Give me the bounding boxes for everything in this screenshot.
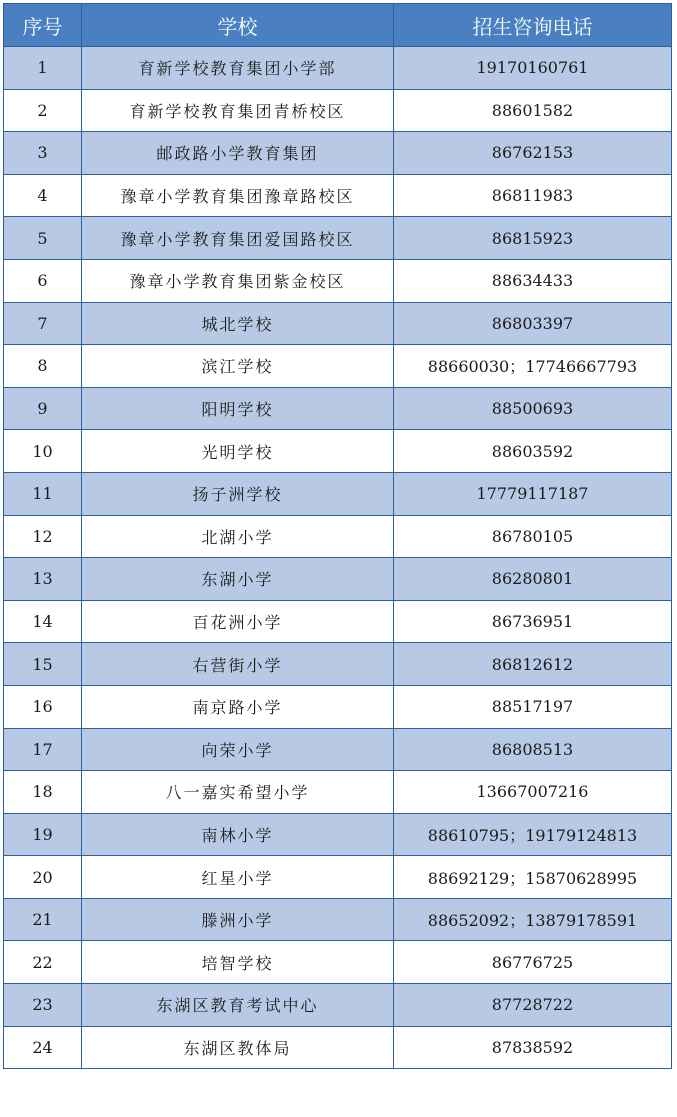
row-school: 豫章小学教育集团紫金校区 [82, 259, 394, 302]
row-index: 16 [4, 685, 82, 728]
row-index: 2 [4, 89, 82, 132]
row-phone: 88660030；17746667793 [394, 345, 672, 388]
row-school: 右营街小学 [82, 643, 394, 686]
row-index: 17 [4, 728, 82, 771]
table-body [4, 47, 672, 1069]
table-row [4, 430, 672, 473]
header-phone: 招生咨询电话 [394, 4, 672, 47]
row-index: 11 [4, 472, 82, 515]
header-index: 序号 [4, 4, 82, 47]
table-row [4, 302, 672, 345]
row-school: 邮政路小学教育集团 [82, 132, 394, 175]
row-school: 滕洲小学 [82, 898, 394, 941]
row-index: 5 [4, 217, 82, 260]
table-row [4, 1026, 672, 1069]
row-phone: 13667007216 [394, 771, 672, 814]
table-row [4, 387, 672, 430]
row-index: 15 [4, 643, 82, 686]
header-row [4, 4, 672, 47]
row-index: 13 [4, 558, 82, 601]
row-school: 东湖小学 [82, 558, 394, 601]
table-row [4, 984, 672, 1027]
row-phone: 88603592 [394, 430, 672, 473]
row-phone: 86780105 [394, 515, 672, 558]
table-row [4, 771, 672, 814]
row-index: 19 [4, 813, 82, 856]
table-row [4, 558, 672, 601]
table-row [4, 89, 672, 132]
row-school: 南京路小学 [82, 685, 394, 728]
row-phone: 86815923 [394, 217, 672, 260]
row-index: 4 [4, 174, 82, 217]
row-school: 阳明学校 [82, 387, 394, 430]
row-index: 18 [4, 771, 82, 814]
row-school: 滨江学校 [82, 345, 394, 388]
row-index: 22 [4, 941, 82, 984]
row-school: 育新学校教育集团小学部 [82, 47, 394, 90]
row-phone: 17779117187 [394, 472, 672, 515]
row-school: 南林小学 [82, 813, 394, 856]
row-school: 东湖区教育考试中心 [82, 984, 394, 1027]
row-index: 10 [4, 430, 82, 473]
table-row [4, 813, 672, 856]
row-phone: 88634433 [394, 259, 672, 302]
row-school: 豫章小学教育集团爱国路校区 [82, 217, 394, 260]
row-index: 23 [4, 984, 82, 1027]
table-row [4, 217, 672, 260]
row-phone: 86776725 [394, 941, 672, 984]
table-row [4, 898, 672, 941]
table-row [4, 600, 672, 643]
row-index: 14 [4, 600, 82, 643]
row-school: 东湖区教体局 [82, 1026, 394, 1069]
row-phone: 86803397 [394, 302, 672, 345]
row-school: 北湖小学 [82, 515, 394, 558]
row-index: 24 [4, 1026, 82, 1069]
row-phone: 88692129；15870628995 [394, 856, 672, 899]
row-phone: 88500693 [394, 387, 672, 430]
table-row [4, 472, 672, 515]
row-index: 1 [4, 47, 82, 90]
row-school: 百花洲小学 [82, 600, 394, 643]
table-row [4, 132, 672, 175]
row-phone: 87838592 [394, 1026, 672, 1069]
row-index: 9 [4, 387, 82, 430]
row-school: 扬子洲学校 [82, 472, 394, 515]
row-index: 12 [4, 515, 82, 558]
table-row [4, 174, 672, 217]
row-index: 21 [4, 898, 82, 941]
table-row [4, 515, 672, 558]
row-index: 6 [4, 259, 82, 302]
row-school: 八一嘉实希望小学 [82, 771, 394, 814]
row-phone: 86812612 [394, 643, 672, 686]
row-index: 7 [4, 302, 82, 345]
row-index: 8 [4, 345, 82, 388]
row-index: 3 [4, 132, 82, 175]
row-school: 光明学校 [82, 430, 394, 473]
row-phone: 86280801 [394, 558, 672, 601]
row-phone: 86762153 [394, 132, 672, 175]
row-phone: 86811983 [394, 174, 672, 217]
row-phone: 19170160761 [394, 47, 672, 90]
table-row [4, 685, 672, 728]
row-phone: 88652092；13879178591 [394, 898, 672, 941]
table-row [4, 856, 672, 899]
row-index: 20 [4, 856, 82, 899]
table-row [4, 47, 672, 90]
row-school: 向荣小学 [82, 728, 394, 771]
header-school: 学校 [82, 4, 394, 47]
table-row [4, 728, 672, 771]
school-contact-table [3, 3, 672, 1069]
row-phone: 88610795；19179124813 [394, 813, 672, 856]
row-school: 豫章小学教育集团豫章路校区 [82, 174, 394, 217]
row-phone: 86736951 [394, 600, 672, 643]
row-school: 培智学校 [82, 941, 394, 984]
row-phone: 87728722 [394, 984, 672, 1027]
row-phone: 88517197 [394, 685, 672, 728]
table-row [4, 259, 672, 302]
table-row [4, 345, 672, 388]
row-phone: 86808513 [394, 728, 672, 771]
row-phone: 88601582 [394, 89, 672, 132]
row-school: 育新学校教育集团青桥校区 [82, 89, 394, 132]
table-row [4, 643, 672, 686]
row-school: 红星小学 [82, 856, 394, 899]
table-row [4, 941, 672, 984]
row-school: 城北学校 [82, 302, 394, 345]
